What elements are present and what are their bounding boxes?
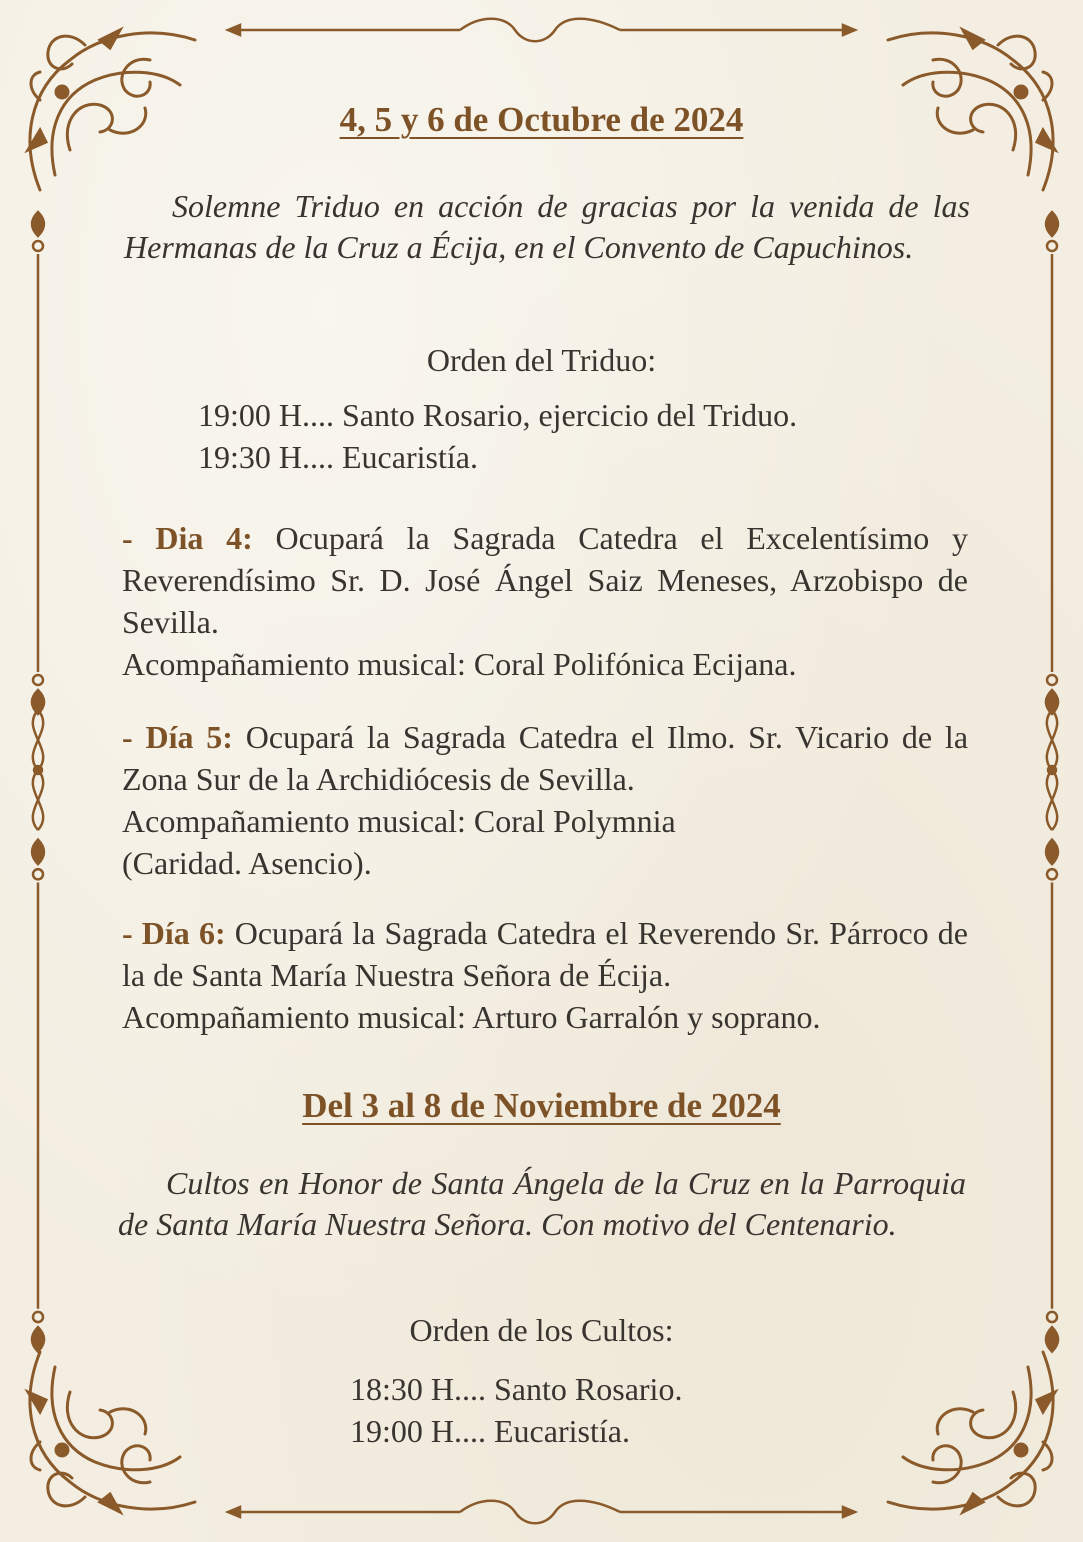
- section1-intro: Solemne Triduo en acción de gracias por la venida de las Hermanas de la Cruz a Écija, en el Convento de Capuchinos.: [124, 188, 970, 265]
- day-music: Acompañamiento musical: Arturo Garralón y soprano.: [122, 999, 821, 1035]
- day-4-entry: [122, 517, 968, 685]
- day-label: - Día 6:: [122, 915, 226, 951]
- cultos-schedule: [350, 1368, 682, 1452]
- triduo-order-title: Orden del Triduo:: [426, 342, 657, 378]
- schedule-row: 19:30 H.... Eucaristía.: [198, 439, 478, 475]
- day-label: - Dia 4:: [122, 520, 253, 556]
- cultos-order-title: Orden de los Cultos:: [409, 1312, 674, 1348]
- section2-heading: Del 3 al 8 de Noviembre de 2024: [302, 1086, 781, 1125]
- day-text: Ocupará la Sagrada Catedra el Ilmo. Sr. Vicario de la Zona Sur de la Archidiócesis de Sevilla.: [122, 719, 969, 797]
- triduo-schedule: [198, 394, 797, 478]
- schedule-row: 18:30 H.... Santo Rosario.: [350, 1371, 683, 1407]
- day-text: Ocupará la Sagrada Catedra el Reverendo Sr. Párroco de la de Santa María Nuestra Señora de Écija.: [122, 915, 968, 993]
- schedule-row: 19:00 H.... Eucaristía.: [350, 1413, 630, 1449]
- day-music: Acompañamiento musical: Coral Polymnia (Caridad. Asencio).: [122, 803, 676, 881]
- schedule-row: 19:00 H.... Santo Rosario, ejercicio del Triduo.: [198, 397, 798, 433]
- day-5-entry: [122, 716, 968, 884]
- day-6-entry: [122, 912, 968, 1038]
- day-text: Ocupará la Sagrada Catedra el Excelentísimo y Reverendísimo Sr. D. José Ángel Saiz Meneses, Arzobispo de Sevilla.: [122, 520, 969, 640]
- section1-heading: 4, 5 y 6 de Octubre de 2024: [339, 100, 744, 139]
- section2-intro: Cultos en Honor de Santa Ángela de la Cruz en la Parroquia de Santa María Nuestra Señora. Con motivo del Centenario.: [118, 1165, 966, 1242]
- day-label: - Día 5:: [122, 719, 233, 755]
- day-music: Acompañamiento musical: Coral Polifónica Ecijana.: [122, 646, 797, 682]
